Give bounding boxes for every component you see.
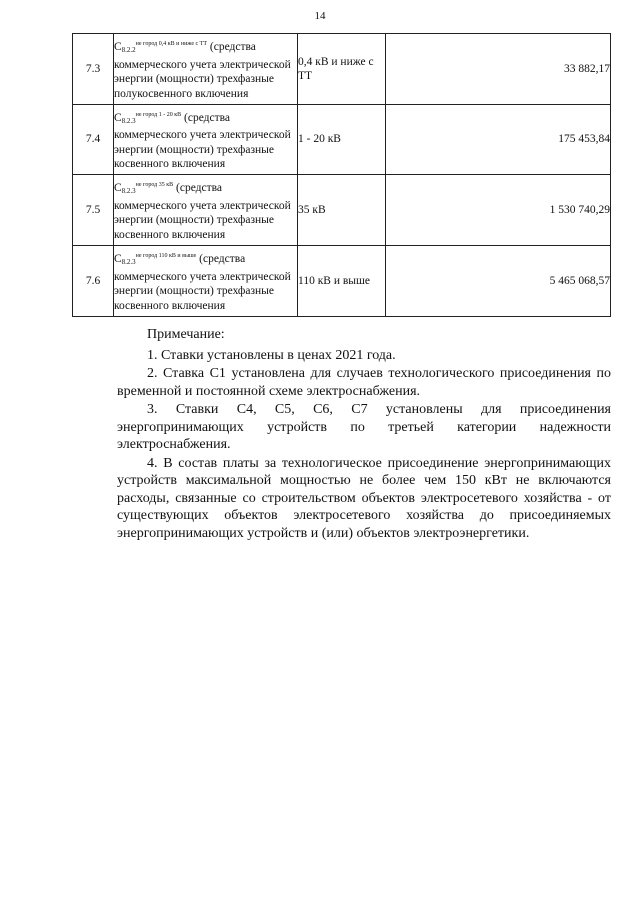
rate-name: (средства коммерческого учета электрической энергии (мощности) трехфазные косвенного включения [114, 182, 291, 241]
voltage-level: 110 кВ и выше [298, 246, 386, 317]
rate-name: (средства коммерческого учета электрической энергии (мощности) трехфазные полукосвенного включения [114, 41, 291, 100]
note-item: 2. Ставка С1 установлена для случаев технологического присоединения по временной и постоянной схеме электроснабжения. [117, 366, 611, 399]
page-number: 14 [314, 10, 326, 22]
rate-code: $С_{8.2.3}^{не город 35 кВ}$ [114, 182, 174, 195]
voltage-level: 1 - 20 кВ [298, 105, 386, 175]
rate-name-cell [114, 246, 298, 317]
rate-value: 175 453,84 [386, 105, 611, 175]
row-number: 7.4 [73, 105, 114, 175]
table-row [73, 246, 611, 317]
rate-name: (средства коммерческого учета электрической энергии (мощности) трехфазные косвенного включения [114, 111, 291, 170]
rate-value: 1 530 740,29 [386, 175, 611, 246]
row-number: 7.3 [73, 34, 114, 105]
rate-name: (средства коммерческого учета электрической энергии (мощности) трехфазные косвенного включения [114, 253, 291, 312]
rate-name-cell [114, 175, 298, 246]
voltage-level: 0,4 кВ и ниже с ТТ [298, 34, 386, 105]
notes-heading: Примечание: [147, 327, 225, 342]
rate-value: 33 882,17 [386, 34, 611, 105]
row-number: 7.6 [73, 246, 114, 317]
notes-section [117, 326, 611, 542]
rates-table [72, 33, 611, 317]
note-item: 4. В состав платы за технологическое присоединение энергопринимающих устройств максимальной мощностью не более чем 150 кВт не включаются расходы, связанные со строительством объектов электросетевого хозяйства - от существующих объектов электросетевого хозяйства до присоединяемых энергопринимающих устройств и (или) объектов электроэнергетики. [117, 455, 611, 541]
rate-code: $С_{8.2.3}^{не город 110 кВ и выше}$ [114, 253, 197, 266]
note-item: 3. Ставки С4, С5, С6, С7 установлены для присоединения энергопринимающих устройств по третьей категории надежности электроснабжения. [117, 402, 611, 452]
row-number: 7.5 [73, 175, 114, 246]
note-item: 1. Ставки установлены в ценах 2021 года. [147, 347, 396, 363]
voltage-level: 35 кВ [298, 175, 386, 246]
rate-name-cell [114, 105, 298, 175]
rate-value: 5 465 068,57 [386, 246, 611, 317]
table-row [73, 175, 611, 246]
table-row [73, 105, 611, 175]
table-row [73, 34, 611, 105]
rate-code: $С_{8.2.2}^{не город 0,4 кВ и ниже с ТТ}$ [114, 41, 208, 54]
rate-name-cell [114, 34, 298, 105]
rate-code: $С_{8.2.3}^{не город 1 - 20 кВ}$ [114, 111, 182, 125]
